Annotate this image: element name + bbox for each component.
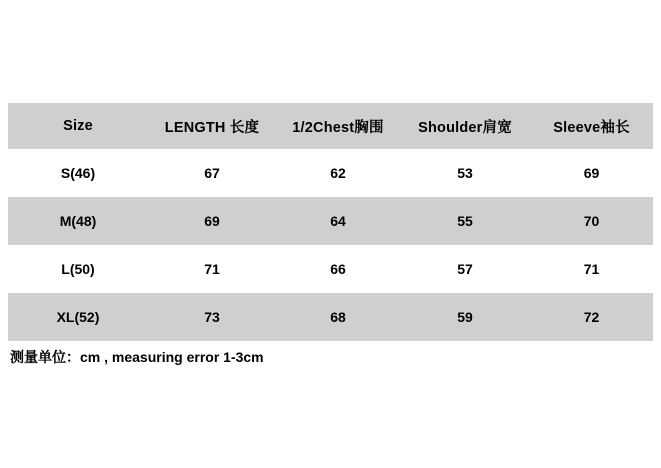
cell-size: M(48) bbox=[59, 213, 97, 229]
cell-length: 67 bbox=[204, 165, 220, 181]
cell-sleeve: 70 bbox=[583, 213, 600, 229]
column-header-length: LENGTH 长度 bbox=[164, 119, 260, 136]
cell-length: 71 bbox=[204, 261, 220, 277]
cell-shoulder: 53 bbox=[457, 165, 473, 181]
table-row bbox=[8, 245, 653, 293]
cell-sleeve: 69 bbox=[583, 165, 600, 181]
cell-shoulder: 57 bbox=[457, 261, 473, 277]
column-header-shoulder: Shoulder肩宽 bbox=[418, 119, 512, 136]
measurement-note: 测量单位：cm , measuring error 1-3cm bbox=[10, 349, 264, 365]
cell-size: S(46) bbox=[60, 165, 96, 181]
cell-chest: 66 bbox=[330, 261, 346, 277]
table-body bbox=[8, 149, 653, 341]
table-row bbox=[8, 293, 653, 341]
table-header-row bbox=[8, 103, 653, 149]
size-chart-table bbox=[8, 103, 653, 341]
cell-size: L(50) bbox=[61, 261, 95, 277]
column-header-chest: 1/2Chest胸围 bbox=[292, 119, 384, 136]
cell-chest: 68 bbox=[330, 309, 346, 325]
cell-length: 73 bbox=[204, 309, 220, 325]
cell-shoulder: 59 bbox=[457, 309, 473, 325]
cell-size: XL(52) bbox=[56, 309, 100, 325]
cell-length: 69 bbox=[204, 213, 220, 229]
cell-sleeve: 72 bbox=[583, 309, 600, 325]
column-header-sleeve: Sleeve袖长 bbox=[553, 119, 630, 136]
cell-sleeve: 71 bbox=[583, 261, 600, 277]
column-header-size: Size bbox=[63, 118, 93, 134]
table-row bbox=[8, 197, 653, 245]
table-header bbox=[8, 103, 653, 149]
cell-shoulder: 55 bbox=[457, 213, 473, 229]
table-row bbox=[8, 149, 653, 197]
cell-chest: 64 bbox=[330, 213, 346, 229]
cell-chest: 62 bbox=[330, 165, 346, 181]
